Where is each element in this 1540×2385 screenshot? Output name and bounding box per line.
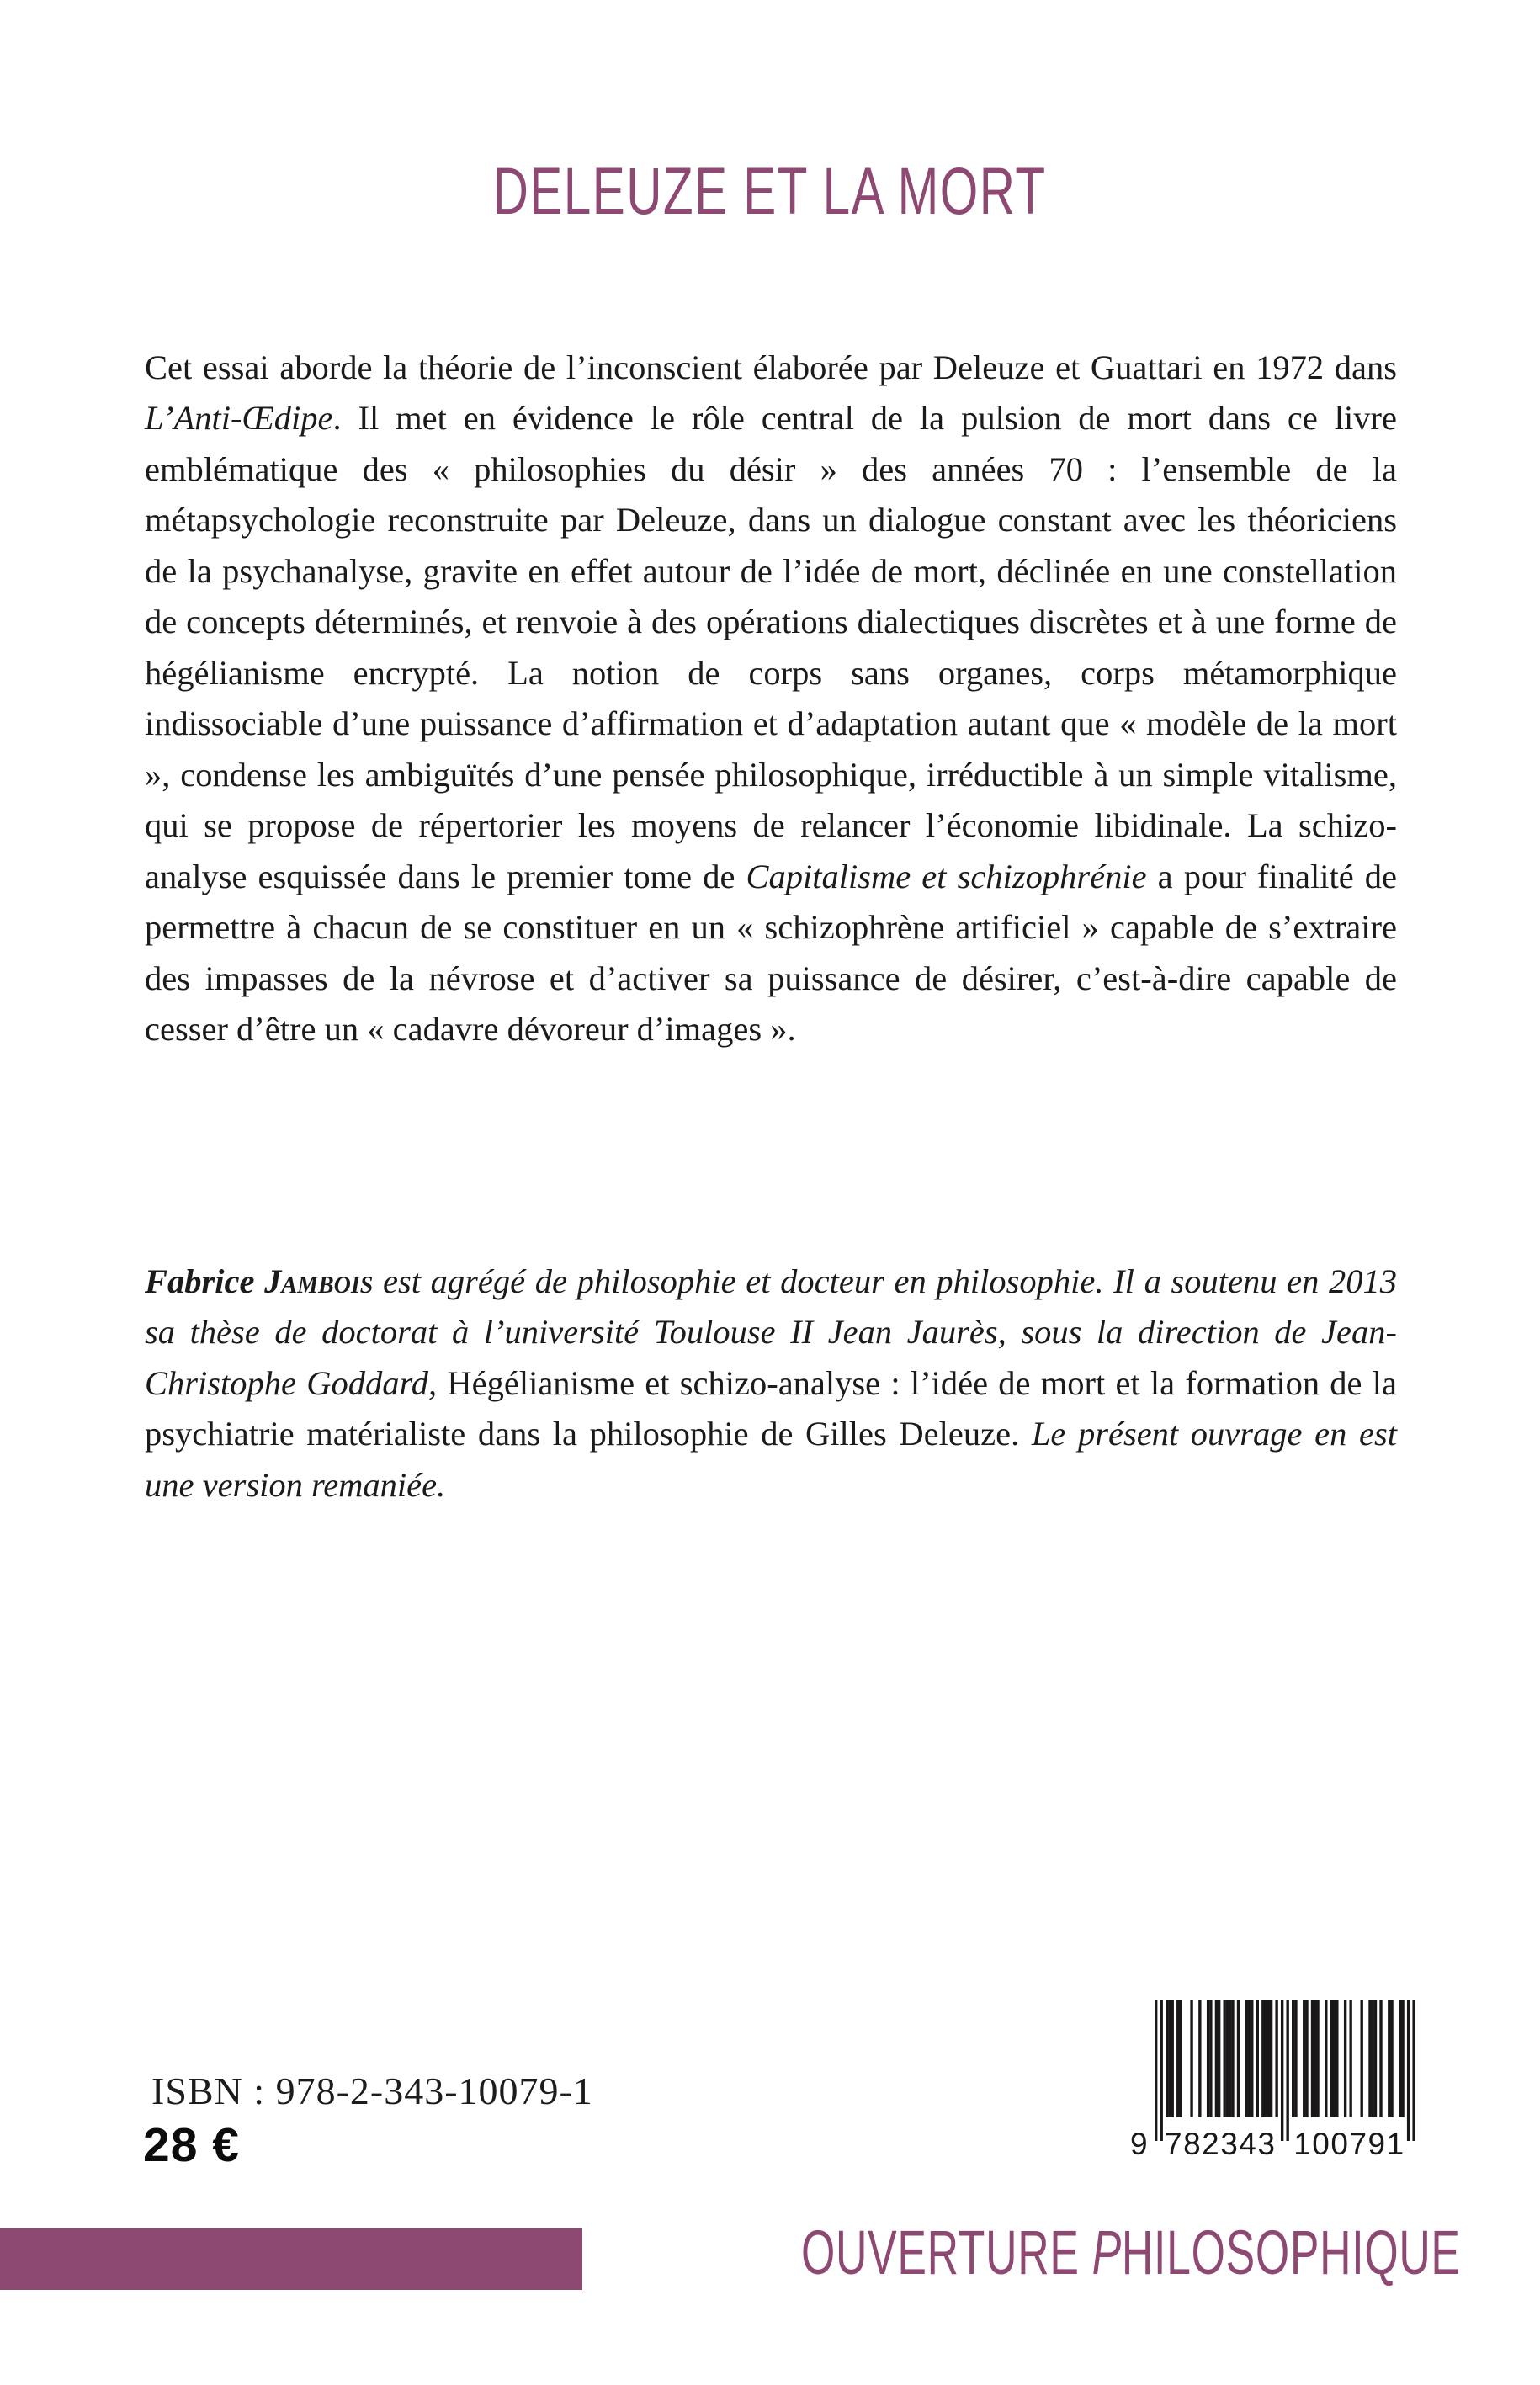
text-segment: Le présent ouvrage en est une version remaniée. xyxy=(145,1415,1397,1504)
text-segment: . Il met en évidence le rôle central de la pulsion de mort dans ce livre emblématique des « philosophies du désir » des années 70 : l’ensemble de la métapsychologie reconstruite par Deleuze, dans un dialogue constant avec les théoriciens de la psychanalyse, gravite en effet autour de l’idée de mort, déclinée en une constellation de concepts déterminés, et renvoie à des opérations dialectiques discrètes et à une forme de hégélianisme encrypté. La notion de corps sans organes, corps métamorphique indissociable d’une puissance d’affirmation et d’adaptation autant que « modèle de la mort », condense les ambiguïtés d’une pensée philosophique, irréductible à un simple vitalisme, qui se propose de répertorier les moyens de relancer l’économie libidinale. La schizo-analyse esquissée dans le premier tome de xyxy=(145,399,1397,895)
series-title xyxy=(801,2217,1540,2288)
text-segment: OUVERTURE xyxy=(801,2218,1092,2287)
text-segment: Capitalisme et schizophrénie xyxy=(746,857,1147,895)
barcode-digits: 9 xyxy=(1129,2127,1150,2159)
barcode-svg xyxy=(1128,2000,1427,2159)
book-title: DELEUZE ET LA MORT xyxy=(493,153,1047,228)
isbn-label: ISBN : 978-2-343-10079-1 xyxy=(151,2069,593,2112)
barcode-digits: 100791 xyxy=(1293,2127,1405,2159)
title-row xyxy=(0,152,1540,230)
series-banner-bar xyxy=(0,2228,582,2290)
blurb-paragraph xyxy=(145,343,1397,1055)
text-segment: Fabrice xyxy=(145,1262,265,1300)
text-segment: Jambois xyxy=(264,1262,374,1300)
text-segment: P xyxy=(1091,2218,1122,2287)
author-bio-paragraph xyxy=(145,1256,1397,1511)
series-title-text xyxy=(801,2217,1461,2288)
text-segment: L’Anti-Œdipe xyxy=(145,399,333,437)
barcode-digits: 782343 xyxy=(1165,2127,1277,2159)
text-segment: HILOSOPHIQUE xyxy=(1121,2218,1461,2287)
text-segment: est agrégé de philosophie et docteur en philosophie. Il a soutenu en 2013 sa thèse de doctorat à l’université Toulouse II Jean Jaurès, sous la direction de Jean-Christophe Goddard, xyxy=(145,1262,1397,1402)
text-segment: Cet essai aborde la théorie de l’inconscient élaborée par Deleuze et Guattari en 1972 dans xyxy=(145,348,1397,386)
text-segment: Hégélianisme et schizo-analyse : l’idée de mort et la formation de la psychiatrie matérialiste dans la philosophie de Gilles Deleuze. xyxy=(145,1363,1397,1453)
text-segment: a pour finalité de permettre à chacun de se constituer en un « schizophrène artificiel » capable de s’extraire des impasses de la névrose et d’activer sa puissance de désirer, c’est-à-dire capable de cesser d’être un « cadavre dévoreur d’images ». xyxy=(145,857,1397,1048)
price-label: 28 € xyxy=(143,2118,240,2172)
barcode xyxy=(1128,2000,1427,2159)
